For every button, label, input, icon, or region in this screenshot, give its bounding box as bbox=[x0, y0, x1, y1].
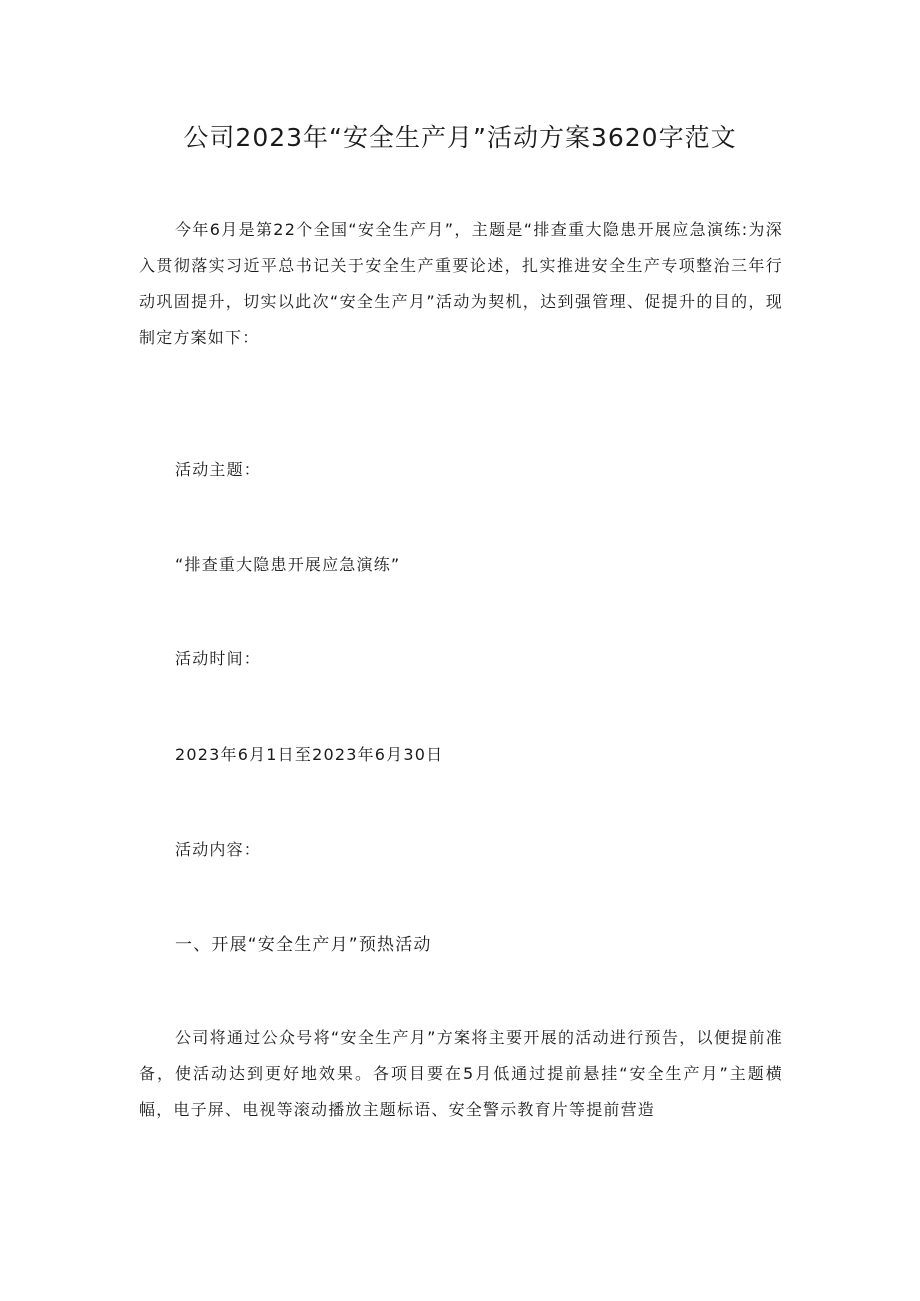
intro-paragraph: 今年6月是第22个全国“安全生产月”，主题是“排查重大隐患开展应急演练:为深入贯彻落实习近平总书记关于安全生产重要论述，扎实推进安全生产专项整治三年行动巩固提升，切实以此次“安全生产月”活动为契机，达到强管理、促提升的目的，现制定方案如下： bbox=[139, 220, 783, 347]
theme-value: “排查重大隐患开展应急演练” bbox=[175, 555, 401, 574]
document-title: 公司2023年“安全生产月”活动方案3620字范文 bbox=[183, 123, 737, 152]
time-value: 2023年6月1日至2023年6月30日 bbox=[175, 745, 444, 764]
time-label: 活动时间： bbox=[175, 649, 262, 668]
content-label: 活动内容： bbox=[175, 840, 262, 859]
section-1-paragraph: 公司将通过公众号将“安全生产月”方案将主要开展的活动进行预告，以便提前准备，使活动达到更好地效果。各项目要在5月低通过提前悬挂“安全生产月”主题横幅，电子屏、电视等滚动播放主题标语、安全警示教育片等提前营造 bbox=[139, 1028, 783, 1119]
theme-label: 活动主题： bbox=[175, 460, 262, 479]
section-1-heading: 一、开展“安全生产月”预热活动 bbox=[175, 935, 432, 955]
